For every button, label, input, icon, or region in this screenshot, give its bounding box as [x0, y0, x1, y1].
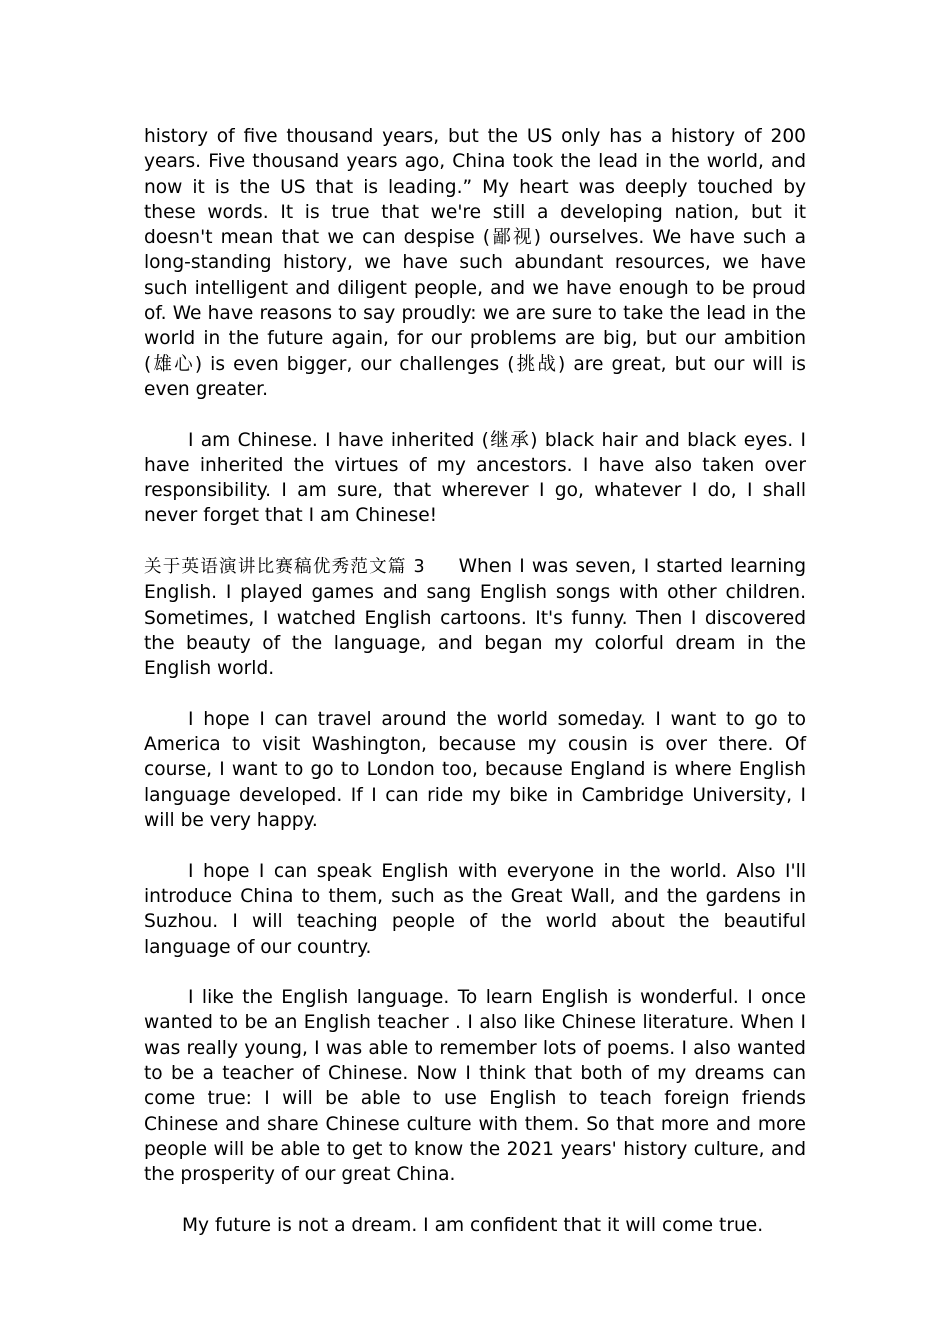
paragraph-travel: I hope I can travel around the world someday. I want to go to America to visit Washington, because my cousin is over there. Of course, I want to go to London too, because England is where English language developed. If I can ride my bike in Cambridge University, I will be very happy. [144, 708, 806, 832]
document-page [144, 124, 806, 1263]
paragraph-text: When I was seven, I started learning English. I played games and sang English songs with other children. Sometimes, I watched English cartoons. It's funny. Then I discovered the beauty of the language, and began my colorful dream in the English world. [144, 556, 806, 680]
paragraph-history: history of five thousand years, but the US only has a history of 200 years. Five thousand years ago, China took the lead in the world, and now it is the US that is leading.” My heart was deeply touched by these words. It is true that we're still a developing nation, but it doesn't mean that we can despise (鄙视) ourselves. We have such a long-standing history, we have such abundant resources, we have such intelligent and diligent people, and we have enough to be proud of. We have reasons to say proudly: we are sure to take the lead in the world in the future again, for our problems are big, but our ambition (雄心) is even bigger, our challenges (挑战) are great, but our will is even greater. [144, 126, 806, 400]
paragraph-future: My future is not a dream. I am confident that it will come true. [182, 1214, 764, 1236]
paragraph-learning-english [144, 554, 806, 681]
paragraph-speak-english: I hope I can speak English with everyone in the world. Also I'll introduce China to them, such as the Great Wall, and the gardens in Suzhou. I will teaching people of the world about the beautiful language of our country. [144, 860, 806, 958]
paragraph-like-english: I like the English language. To learn English is wonderful. I once wanted to be an English teacher . I also like Chinese literature. When I was really young, I was able to remember lots of poems. I also wanted to be a teacher of Chinese. Now I think that both of my dreams can come true: I will be able to use English to teach foreign friends Chinese and share Chinese culture with them. So that more and more people will be able to get to know the 2021 years' history culture, and the prosperity of our great China. [144, 987, 806, 1186]
paragraph-i-am-chinese: I am Chinese. I have inherited (继承) black hair and black eyes. I have inherited the virtues of my ancestors. I have also taken over responsibility. I am sure, that wherever I go, whatever I do, I shall never forget that I am Chinese! [144, 429, 806, 527]
section-heading: 关于英语演讲比赛稿优秀范文篇 3 [144, 557, 425, 578]
